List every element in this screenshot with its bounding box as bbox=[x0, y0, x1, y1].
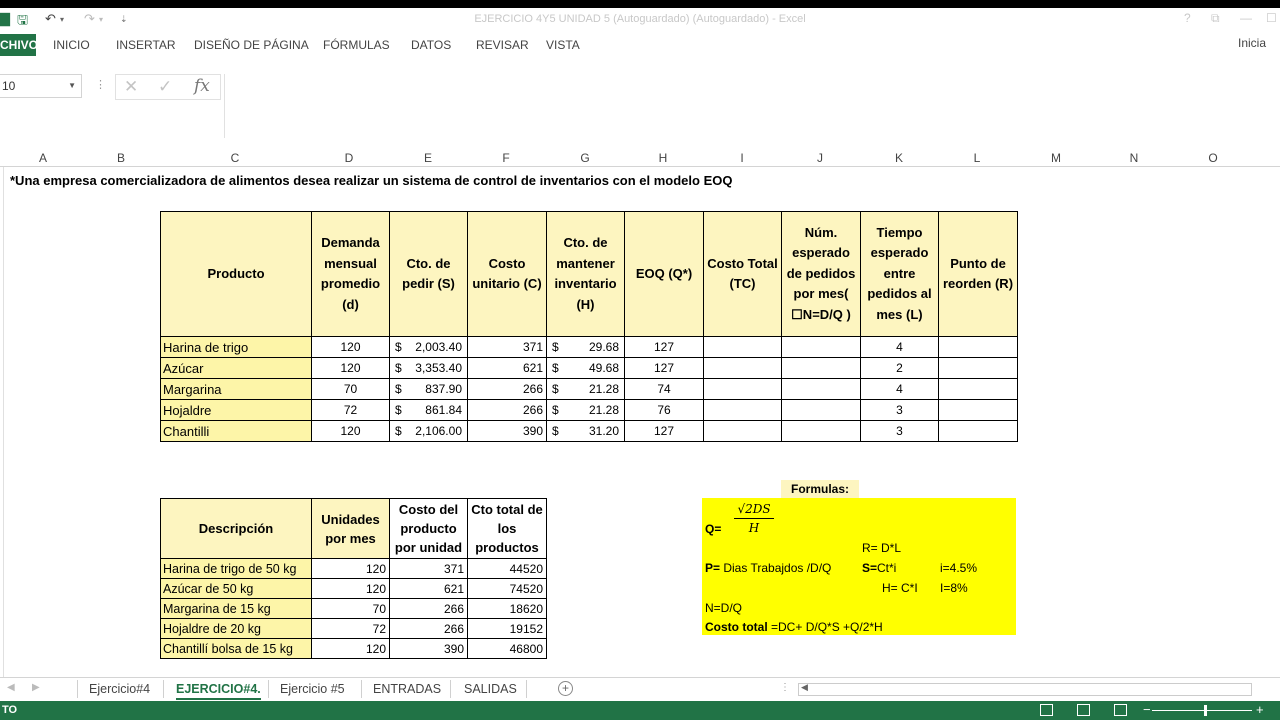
formulas-box[interactable] bbox=[702, 498, 1016, 635]
zoom-slider[interactable] bbox=[1152, 710, 1252, 711]
header-tiempo-esperado[interactable]: Tiempo esperado entre pedidos al mes (L) bbox=[861, 212, 939, 337]
currency-symbol: $ bbox=[552, 361, 559, 375]
formula-h: H= C*I bbox=[882, 581, 918, 595]
normal-view-icon[interactable] bbox=[1040, 704, 1053, 716]
lead-time-cell[interactable]: 4 bbox=[861, 337, 939, 358]
demand-cell[interactable]: 72 bbox=[312, 400, 390, 421]
units-cell[interactable]: 120 bbox=[312, 639, 390, 659]
redo-dropdown-icon[interactable]: ▾ bbox=[99, 15, 104, 24]
orders-cell[interactable] bbox=[782, 421, 861, 442]
column-header-c[interactable]: C bbox=[230, 151, 240, 165]
tab-formulas[interactable]: FÓRMULAS bbox=[323, 38, 390, 52]
table-header-row bbox=[161, 499, 547, 559]
page-layout-view-icon[interactable] bbox=[1077, 704, 1090, 716]
sheet-heading[interactable]: *Una empresa comercializadora de alimentos desea realizar un sistema de control de inventarios con el modelo EOQ bbox=[10, 173, 733, 188]
currency-symbol: $ bbox=[552, 340, 559, 354]
header-descripcion[interactable]: Descripción bbox=[161, 499, 312, 559]
column-header-j[interactable]: J bbox=[817, 151, 823, 165]
column-header-d[interactable]: D bbox=[344, 151, 354, 165]
unit-cost-cell[interactable]: 266 bbox=[468, 379, 547, 400]
table-row bbox=[161, 358, 1018, 379]
minimize-button[interactable]: — bbox=[1240, 11, 1252, 25]
undo-dropdown-icon[interactable]: ▾ bbox=[60, 15, 65, 24]
total-cell[interactable]: 18620 bbox=[468, 599, 547, 619]
insert-function-icon[interactable]: fx bbox=[194, 76, 210, 96]
holding-cost-cell[interactable] bbox=[547, 337, 625, 358]
tab-diseno-de-pagina[interactable]: DISEÑO DE PÁGINA bbox=[194, 38, 309, 52]
tab-revisar[interactable]: REVISAR bbox=[476, 38, 529, 52]
description-cell[interactable]: Chantillí bolsa de 15 kg bbox=[161, 639, 312, 659]
order-cost-cell[interactable] bbox=[390, 379, 468, 400]
page-break-view-icon[interactable] bbox=[1114, 704, 1127, 716]
formula-bar-buttons bbox=[115, 74, 221, 100]
eoq-cell[interactable]: 76 bbox=[625, 400, 704, 421]
scroll-tabs-left-icon[interactable]: ◀ bbox=[7, 682, 15, 693]
unit-cost-cell[interactable]: 266 bbox=[468, 400, 547, 421]
tab-inicio[interactable]: INICIO bbox=[53, 38, 90, 52]
column-header-h[interactable]: H bbox=[658, 151, 668, 165]
holding-cost-cell[interactable] bbox=[547, 421, 625, 442]
column-header-b[interactable]: B bbox=[116, 151, 126, 165]
header-cto-pedir[interactable]: Cto. de pedir (S) bbox=[390, 212, 468, 337]
currency-symbol: $ bbox=[395, 382, 402, 396]
table-row bbox=[161, 579, 547, 599]
column-header-f[interactable]: F bbox=[502, 151, 510, 165]
undo-icon[interactable]: ↶ bbox=[45, 11, 56, 26]
column-header-o[interactable]: O bbox=[1208, 151, 1218, 165]
excel-app-icon: ▇ bbox=[0, 11, 10, 26]
holding-cost-value: 21.28 bbox=[588, 403, 619, 417]
reorder-cell[interactable] bbox=[939, 421, 1018, 442]
header-demanda[interactable]: Demanda mensual promedio (d) bbox=[312, 212, 390, 337]
description-cell[interactable]: Azúcar de 50 kg bbox=[161, 579, 312, 599]
demand-cell[interactable]: 120 bbox=[312, 358, 390, 379]
status-bar bbox=[0, 701, 1280, 720]
lead-time-cell[interactable]: 3 bbox=[861, 421, 939, 442]
holding-cost-value: 49.68 bbox=[588, 361, 619, 375]
holding-cost-value: 21.28 bbox=[588, 382, 619, 396]
units-cell[interactable]: 70 bbox=[312, 599, 390, 619]
enter-icon[interactable]: ✓ bbox=[158, 77, 173, 96]
table-row bbox=[161, 400, 1018, 421]
formula-bar-grip-icon[interactable]: ⋮ bbox=[95, 79, 106, 91]
column-header-l[interactable]: L bbox=[973, 151, 981, 165]
currency-symbol: $ bbox=[395, 361, 402, 375]
header-costo-unitario[interactable]: Costo unitario (C) bbox=[468, 212, 547, 337]
q-fraction bbox=[734, 502, 774, 535]
status-text: TO bbox=[2, 704, 18, 716]
sheet-tab-entradas[interactable]: ENTRADAS bbox=[373, 682, 442, 696]
orders-cell[interactable] bbox=[782, 358, 861, 379]
demand-cell[interactable]: 70 bbox=[312, 379, 390, 400]
description-cell[interactable]: Harina de trigo de 50 kg bbox=[161, 559, 312, 579]
tab-divider bbox=[268, 680, 269, 698]
unit-cost-cell[interactable]: 390 bbox=[390, 639, 468, 659]
formula-i-rate-2: I=8% bbox=[940, 581, 968, 595]
help-button[interactable]: ? bbox=[1184, 11, 1191, 25]
tab-divider bbox=[163, 680, 164, 698]
column-header-g[interactable]: G bbox=[580, 151, 590, 165]
tab-divider bbox=[526, 680, 527, 698]
zoom-slider-knob[interactable] bbox=[1204, 705, 1207, 716]
table-row bbox=[161, 639, 547, 659]
tab-divider bbox=[361, 680, 362, 698]
order-cost-cell[interactable] bbox=[390, 400, 468, 421]
demand-cell[interactable]: 120 bbox=[312, 337, 390, 358]
reorder-cell[interactable] bbox=[939, 358, 1018, 379]
formula-p: P= Dias Trabajdos /D/Q bbox=[705, 561, 832, 575]
holding-cost-value: 31.20 bbox=[588, 424, 619, 438]
column-header-n[interactable]: N bbox=[1129, 151, 1139, 165]
header-costo-producto[interactable]: Costo del producto por unidad bbox=[390, 499, 468, 559]
total-cost-cell[interactable] bbox=[704, 400, 782, 421]
orders-cell[interactable] bbox=[782, 337, 861, 358]
name-box-dropdown-icon[interactable]: ▼ bbox=[68, 81, 76, 90]
sign-in-link[interactable]: Inicia bbox=[1237, 36, 1266, 50]
product-cell[interactable]: Margarina bbox=[161, 379, 312, 400]
currency-symbol: $ bbox=[395, 424, 402, 438]
demand-cell[interactable]: 120 bbox=[312, 421, 390, 442]
currency-symbol: $ bbox=[395, 340, 402, 354]
order-cost-value: 2,106.00 bbox=[415, 424, 462, 438]
header-cto-mantener[interactable]: Cto. de mantener inventario (H) bbox=[547, 212, 625, 337]
redo-icon[interactable]: ↷ bbox=[84, 11, 95, 26]
cancel-icon[interactable]: ✕ bbox=[124, 77, 139, 96]
formula-r: R= D*L bbox=[862, 541, 902, 555]
products-cost-table bbox=[160, 498, 547, 659]
column-header-i[interactable]: I bbox=[740, 151, 744, 165]
sheet-tab-ejercicio5[interactable]: Ejercicio #5 bbox=[280, 682, 345, 696]
header-unidades[interactable]: Unidades por mes bbox=[312, 499, 390, 559]
tab-split-handle-icon[interactable]: ⋮ bbox=[780, 682, 790, 693]
ribbon-tabs bbox=[0, 32, 1280, 58]
eoq-cell[interactable]: 127 bbox=[625, 421, 704, 442]
column-header-m[interactable]: M bbox=[1051, 151, 1061, 165]
name-box-value: 10 bbox=[2, 79, 16, 93]
product-cell[interactable]: Chantilli bbox=[161, 421, 312, 442]
product-cell[interactable]: Hojaldre bbox=[161, 400, 312, 421]
description-cell[interactable]: Hojaldre de 20 kg bbox=[161, 619, 312, 639]
formula-total-cost: Costo total =DC+ D/Q*S +Q/2*H bbox=[705, 620, 883, 634]
unit-cost-cell[interactable]: 371 bbox=[468, 337, 547, 358]
sheet-tabs-bar bbox=[0, 677, 1280, 701]
unit-cost-cell[interactable]: 266 bbox=[390, 619, 468, 639]
unit-cost-cell[interactable]: 621 bbox=[468, 358, 547, 379]
holding-cost-value: 29.68 bbox=[588, 340, 619, 354]
reorder-cell[interactable] bbox=[939, 400, 1018, 421]
eoq-cell[interactable]: 74 bbox=[625, 379, 704, 400]
order-cost-value: 837.90 bbox=[425, 382, 462, 396]
zoom-in-button[interactable]: + bbox=[1256, 702, 1264, 717]
table-row bbox=[161, 559, 547, 579]
customize-qat-icon[interactable]: ⇣ bbox=[120, 14, 128, 24]
lead-time-cell[interactable]: 2 bbox=[861, 358, 939, 379]
tab-file[interactable]: CHIVO bbox=[0, 34, 36, 56]
product-cell[interactable]: Harina de trigo bbox=[161, 337, 312, 358]
sheet-tab-salidas[interactable]: SALIDAS bbox=[464, 682, 517, 696]
total-cost-cell[interactable] bbox=[704, 358, 782, 379]
currency-symbol: $ bbox=[395, 403, 402, 417]
lead-time-cell[interactable]: 4 bbox=[861, 379, 939, 400]
order-cost-value: 3,353.40 bbox=[415, 361, 462, 375]
ribbon-display-button[interactable]: ⧉ bbox=[1211, 11, 1220, 25]
scroll-tabs-right-icon[interactable]: ▶ bbox=[32, 682, 40, 693]
order-cost-cell[interactable] bbox=[390, 337, 468, 358]
unit-cost-cell[interactable]: 371 bbox=[390, 559, 468, 579]
order-cost-value: 2,003.40 bbox=[415, 340, 462, 354]
header-num-pedidos[interactable]: Núm. esperado de pedidos por mes( ☐N=D/Q ) bbox=[782, 212, 861, 337]
order-cost-cell[interactable] bbox=[390, 358, 468, 379]
table-row bbox=[161, 337, 1018, 358]
tab-divider bbox=[450, 680, 451, 698]
save-icon[interactable]: 🖫 bbox=[17, 12, 29, 27]
table-header-row bbox=[161, 212, 1018, 337]
table-row bbox=[161, 619, 547, 639]
header-punto-reorden[interactable]: Punto de reorden (R) bbox=[939, 212, 1018, 337]
column-header-k[interactable]: K bbox=[894, 151, 904, 165]
header-costo-total[interactable]: Costo Total (TC) bbox=[704, 212, 782, 337]
eoq-cell[interactable]: 127 bbox=[625, 358, 704, 379]
add-sheet-button[interactable]: + bbox=[558, 681, 573, 696]
tab-datos[interactable]: DATOS bbox=[411, 38, 452, 52]
total-cost-cell[interactable] bbox=[704, 421, 782, 442]
reorder-cell[interactable] bbox=[939, 379, 1018, 400]
window-title: EJERCICIO 4Y5 UNIDAD 5 (Autoguardado) (Autoguardado) - Excel bbox=[474, 13, 806, 25]
lead-time-cell[interactable]: 3 bbox=[861, 400, 939, 421]
order-cost-cell[interactable] bbox=[390, 421, 468, 442]
formulas-title[interactable]: Formulas: bbox=[781, 480, 859, 498]
total-cost-cell[interactable] bbox=[704, 379, 782, 400]
tab-insertar[interactable]: INSERTAR bbox=[116, 38, 176, 52]
table-row bbox=[161, 599, 547, 619]
currency-symbol: $ bbox=[552, 424, 559, 438]
formula-s: S=Ct*i bbox=[862, 561, 897, 575]
formula-i-rate: i=4.5% bbox=[940, 561, 978, 575]
table-row bbox=[161, 421, 1018, 442]
screen-top-edge bbox=[0, 0, 1280, 8]
inventory-table bbox=[160, 211, 1018, 442]
header-cto-total[interactable]: Cto total de los productos bbox=[468, 499, 547, 559]
column-headers bbox=[0, 149, 1280, 167]
maximize-button[interactable]: ☐ bbox=[1266, 11, 1277, 25]
unit-cost-cell[interactable]: 621 bbox=[390, 579, 468, 599]
description-cell[interactable]: Margarina de 15 kg bbox=[161, 599, 312, 619]
q-label: Q= bbox=[705, 522, 722, 536]
column-header-a[interactable]: A bbox=[38, 151, 48, 165]
tab-divider bbox=[77, 680, 78, 698]
column-header-e[interactable]: E bbox=[423, 151, 433, 165]
title-bar bbox=[0, 8, 1280, 32]
name-box[interactable] bbox=[0, 74, 82, 98]
header-producto[interactable]: Producto bbox=[161, 212, 312, 337]
holding-cost-cell[interactable] bbox=[547, 400, 625, 421]
units-cell[interactable]: 120 bbox=[312, 559, 390, 579]
header-eoq[interactable]: EOQ (Q*) bbox=[625, 212, 704, 337]
currency-symbol: $ bbox=[552, 403, 559, 417]
sheet-tab-ejercicio4[interactable]: Ejercicio#4 bbox=[89, 682, 151, 696]
total-cell[interactable]: 44520 bbox=[468, 559, 547, 579]
units-cell[interactable]: 72 bbox=[312, 619, 390, 639]
total-cell[interactable]: 19152 bbox=[468, 619, 547, 639]
holding-cost-cell[interactable] bbox=[547, 358, 625, 379]
formula-input-divider bbox=[224, 74, 225, 138]
order-cost-value: 861.84 bbox=[425, 403, 462, 417]
q-numerator: √2DS bbox=[734, 502, 774, 519]
row-header-strip bbox=[0, 167, 4, 677]
holding-cost-cell[interactable] bbox=[547, 379, 625, 400]
total-cell[interactable]: 46800 bbox=[468, 639, 547, 659]
table-row bbox=[161, 379, 1018, 400]
tab-vista[interactable]: VISTA bbox=[546, 38, 580, 52]
unit-cost-cell[interactable]: 266 bbox=[390, 599, 468, 619]
reorder-cell[interactable] bbox=[939, 337, 1018, 358]
formula-bar bbox=[0, 74, 1280, 100]
total-cell[interactable]: 74520 bbox=[468, 579, 547, 599]
product-cell[interactable]: Azúcar bbox=[161, 358, 312, 379]
scroll-left-arrow-icon[interactable]: ◀ bbox=[801, 682, 808, 692]
units-cell[interactable]: 120 bbox=[312, 579, 390, 599]
orders-cell[interactable] bbox=[782, 379, 861, 400]
zoom-out-button[interactable]: − bbox=[1143, 702, 1151, 717]
unit-cost-cell[interactable]: 390 bbox=[468, 421, 547, 442]
horizontal-scrollbar[interactable] bbox=[798, 683, 1252, 696]
currency-symbol: $ bbox=[552, 382, 559, 396]
total-cost-cell[interactable] bbox=[704, 337, 782, 358]
sheet-tab-ejercicio4-dot[interactable]: EJERCICIO#4. bbox=[176, 682, 261, 700]
formula-n: N=D/Q bbox=[705, 601, 743, 615]
q-denominator: H bbox=[748, 521, 760, 535]
eoq-cell[interactable]: 127 bbox=[625, 337, 704, 358]
orders-cell[interactable] bbox=[782, 400, 861, 421]
